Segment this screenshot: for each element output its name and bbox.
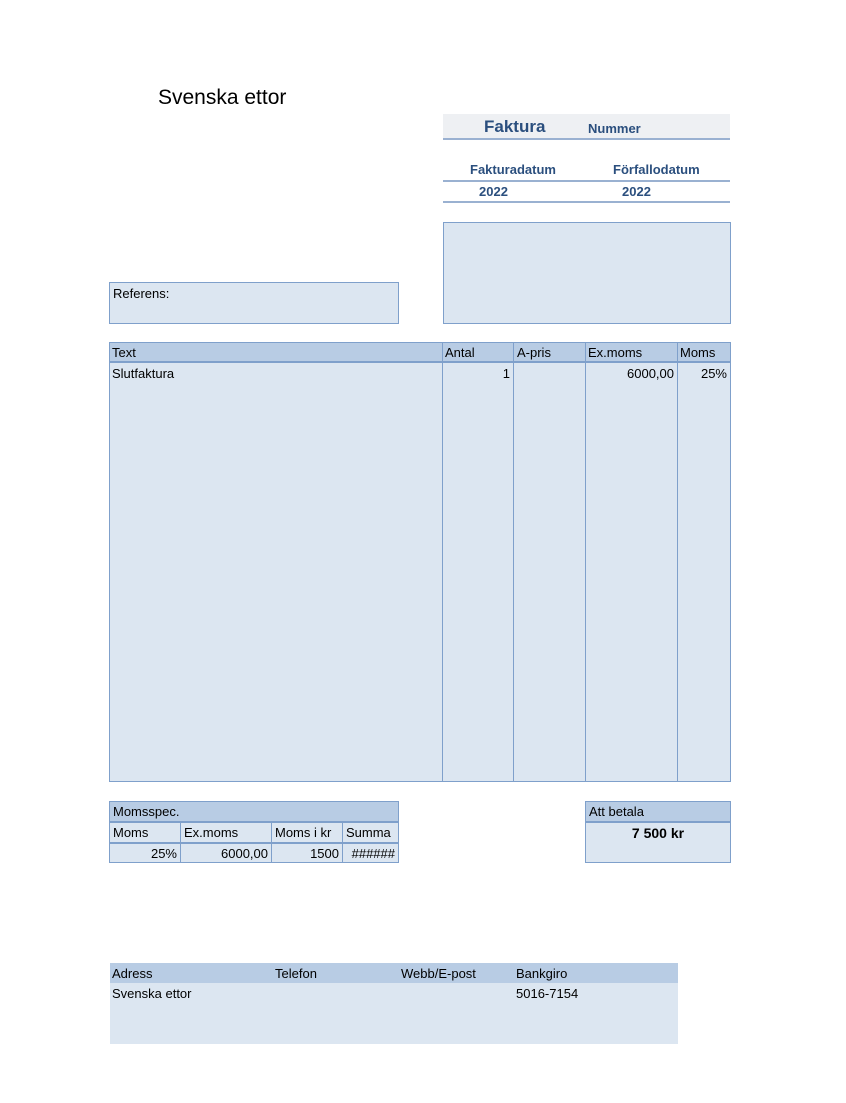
item-moms: 25%	[700, 366, 727, 381]
invoice-number-label: Nummer	[588, 121, 641, 136]
invoice-date-label: Fakturadatum	[470, 162, 556, 177]
vat-spec-header-moms: Moms	[113, 825, 149, 840]
vat-spec-header-cell	[271, 822, 343, 843]
footer-value-address: Svenska ettor	[112, 986, 192, 1001]
column-header-apris: A-pris	[517, 345, 551, 360]
column-divider	[513, 342, 514, 782]
date-divider-bottom	[443, 201, 730, 203]
invoice-title: Faktura	[484, 117, 546, 136]
column-header-text: Text	[112, 345, 136, 360]
column-header-antal: Antal	[445, 345, 475, 360]
vat-spec-value-moms: 25%	[150, 846, 177, 861]
date-divider-top	[443, 180, 730, 182]
vat-spec-header-cell	[180, 822, 272, 843]
column-divider	[677, 342, 678, 782]
vat-spec-header-exmoms: Ex.moms	[184, 825, 239, 840]
vat-spec-value-cell	[342, 843, 399, 863]
vat-spec-header-moms-kr: Moms i kr	[275, 825, 332, 840]
footer-label-bankgiro: Bankgiro	[516, 966, 568, 981]
vat-spec-title-label: Momsspec.	[113, 804, 180, 819]
footer-value-bankgiro: 5016-7154	[516, 986, 579, 1001]
vat-spec-header-cell	[109, 822, 181, 843]
footer-header	[110, 963, 678, 983]
item-antal: 1	[502, 366, 510, 381]
vat-spec-value-cell	[271, 843, 343, 863]
items-table	[109, 342, 731, 782]
column-divider	[442, 342, 443, 782]
vat-spec-value-summa: ######	[351, 846, 395, 861]
due-date-value: 2022	[622, 184, 651, 199]
amount-due-header	[585, 801, 731, 822]
vat-spec-value-exmoms: 6000,00	[221, 846, 268, 861]
amount-due-value: 7 500 kr	[631, 825, 685, 841]
footer-label-address: Adress	[112, 966, 153, 981]
recipient-address-box	[443, 222, 731, 324]
company-name: Svenska ettor	[158, 86, 287, 109]
amount-due-label: Att betala	[589, 804, 644, 819]
column-header-moms: Moms	[680, 345, 716, 360]
footer-label-web-email: Webb/E-post	[401, 966, 476, 981]
vat-spec-header-summa: Summa	[346, 825, 391, 840]
due-date-label: Förfallodatum	[613, 162, 700, 177]
vat-spec-value-cell	[180, 843, 272, 863]
vat-spec-header-cell	[342, 822, 399, 843]
invoice-date-value: 2022	[479, 184, 508, 199]
column-header-exmoms: Ex.moms	[588, 345, 643, 360]
vat-spec-value-cell	[109, 843, 181, 863]
column-divider	[585, 342, 586, 782]
vat-spec-value-moms-kr: 1500	[310, 846, 339, 861]
footer-body	[110, 983, 678, 1044]
vat-spec-title	[109, 801, 399, 822]
reference-box	[109, 282, 399, 324]
item-exmoms: 6000,00	[627, 366, 674, 381]
footer-label-phone: Telefon	[275, 966, 317, 981]
amount-due-box	[585, 822, 731, 863]
item-text: Slutfaktura	[112, 366, 175, 381]
reference-label: Referens:	[113, 286, 170, 301]
